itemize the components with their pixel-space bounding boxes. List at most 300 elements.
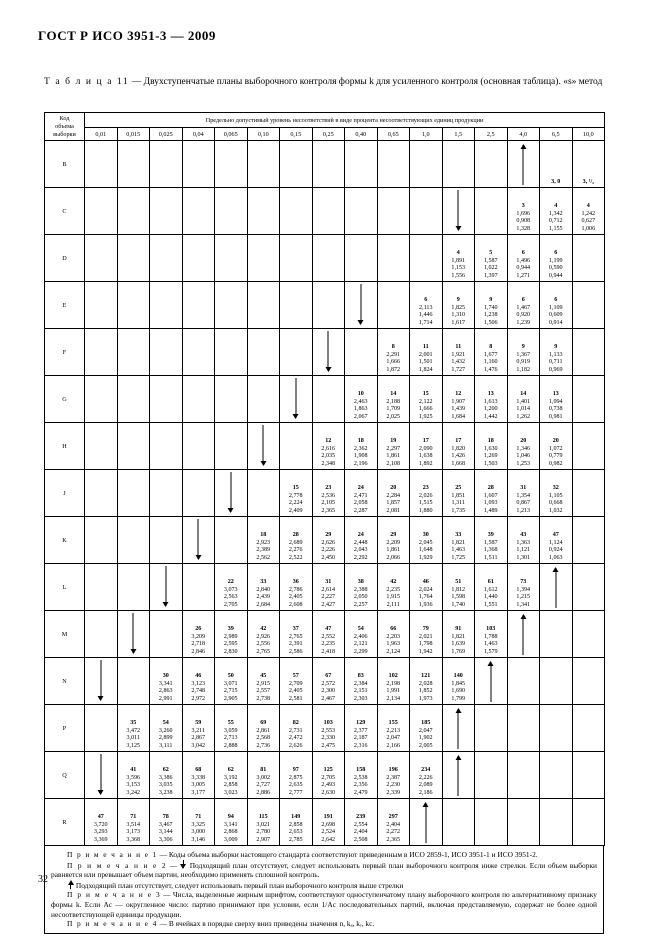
cell-P-2,5 xyxy=(475,705,508,752)
cell-content xyxy=(378,188,410,234)
cell-R-0,01 xyxy=(85,799,118,846)
cell-P-0,015 xyxy=(117,705,150,752)
note-3: П р и м е ч а н и е 3 — Числа, выделенные жирным шрифтом, соответствуют одноступенчатому плану выборочного контроля по альтернативному признаку формы k. Если Ac — округленное число: партию принимают при условии, если 1/Ac последовательных партий, включая представляемую, содержат не более одной несоответствующей единицы продукции. xyxy=(51,890,597,919)
cell-G-0,04 xyxy=(182,376,215,423)
cell-content xyxy=(215,282,247,328)
cell-values: 8 1,677 1,160 1,476 xyxy=(483,344,498,373)
cell-content xyxy=(410,564,442,610)
cell-values: 71 3,514 3,173 3,368 xyxy=(126,814,141,843)
cell-F-0,01 xyxy=(85,329,118,376)
cell-R-4,0 xyxy=(507,799,540,846)
cell-M-1,5 xyxy=(442,611,475,658)
cell-content xyxy=(573,235,605,281)
cell-Q-2,5 xyxy=(475,752,508,799)
cell-C-0,25 xyxy=(312,188,345,235)
cell-values: 31 2,614 2,227 2,427 xyxy=(321,579,336,608)
cell-K-0,40 xyxy=(345,517,378,564)
up-arrow-icon xyxy=(425,803,426,843)
header-aql-1: 0,015 xyxy=(117,128,150,141)
cell-content xyxy=(410,517,442,563)
cell-D-6,5 xyxy=(540,235,573,282)
cell-C-10,0 xyxy=(572,188,605,235)
cell-content xyxy=(183,705,215,751)
cell-values: 30 2,045 1,648 1,929 xyxy=(418,532,433,561)
cell-H-0,25 xyxy=(312,423,345,470)
cell-values: 14 2,188 1,709 2,025 xyxy=(386,391,401,420)
cell-B-0,25 xyxy=(312,141,345,188)
cell-N-0,025 xyxy=(150,658,183,705)
cell-values: 196 2,387 2,230 2,339 xyxy=(386,767,401,796)
cell-content xyxy=(150,235,182,281)
cell-D-0,15 xyxy=(280,235,313,282)
up-arrow-icon xyxy=(523,145,524,185)
cell-K-0,25 xyxy=(312,517,345,564)
cell-values: 6 1,109 0,609 0,914 xyxy=(548,297,563,326)
cell-G-0,01 xyxy=(85,376,118,423)
cell-values: 62 3,192 2,858 3,023 xyxy=(223,767,238,796)
cell-content xyxy=(85,470,117,516)
cell-content xyxy=(378,799,410,845)
cell-J-0,15 xyxy=(280,470,313,517)
table-row xyxy=(45,611,605,658)
cell-content xyxy=(215,799,247,845)
cell-values: 239 2,554 2,404 2,508 xyxy=(353,814,368,843)
cell-N-2,5 xyxy=(475,658,508,705)
row-code-K: K xyxy=(45,517,85,564)
cell-values: 81 3,002 2,727 2,886 xyxy=(256,767,271,796)
sampling-plan-table-wrap xyxy=(44,112,604,846)
cell-content xyxy=(280,470,312,516)
table-row xyxy=(45,470,605,517)
cell-M-0,10 xyxy=(247,611,280,658)
cell-content xyxy=(248,470,280,516)
cell-K-6,5 xyxy=(540,517,573,564)
cell-F-0,10 xyxy=(247,329,280,376)
cell-content xyxy=(280,188,312,234)
cell-content xyxy=(183,752,215,798)
cell-content xyxy=(410,188,442,234)
cell-values: 94 3,141 2,868 3,009 xyxy=(223,814,238,843)
cell-content xyxy=(475,141,507,187)
header-aql-10: 1,0 xyxy=(410,128,443,141)
cell-values: 297 2,404 2,272 2,365 xyxy=(386,814,401,843)
up-arrow-icon xyxy=(458,756,459,796)
cell-content xyxy=(183,799,215,845)
cell-content xyxy=(410,423,442,469)
cell-content xyxy=(540,705,572,751)
cell-Q-0,015 xyxy=(117,752,150,799)
table-caption-text: — Двухступенчатые планы выборочного контроля формы k для усиленного контроля (основная таблица). «s» метод xyxy=(131,77,603,87)
cell-content xyxy=(378,517,410,563)
cell-G-1,5 xyxy=(442,376,475,423)
cell-content xyxy=(345,423,377,469)
cell-P-0,10 xyxy=(247,705,280,752)
cell-Q-0,01 xyxy=(85,752,118,799)
cell-values: 45 2,915 2,557 2,738 xyxy=(256,673,271,702)
cell-content xyxy=(248,799,280,845)
cell-values: 19 2,297 1,861 2,108 xyxy=(386,438,401,467)
cell-content xyxy=(215,658,247,704)
cell-J-0,015 xyxy=(117,470,150,517)
cell-content xyxy=(85,705,117,751)
cell-J-6,5 xyxy=(540,470,573,517)
cell-content xyxy=(85,188,117,234)
cell-M-0,40 xyxy=(345,611,378,658)
cell-R-0,10 xyxy=(247,799,280,846)
table-row xyxy=(45,517,605,564)
cell-content xyxy=(150,564,182,610)
cell-values: 11 2,001 1,501 1,824 xyxy=(418,344,433,373)
cell-values: 66 2,203 1,963 2,124 xyxy=(386,626,401,655)
cell-Q-0,40 xyxy=(345,752,378,799)
cell-values: 28 2,689 2,276 2,522 xyxy=(288,532,303,561)
header-aql-2: 0,025 xyxy=(150,128,183,141)
cell-values: 15 2,122 1,666 1,925 xyxy=(418,391,433,420)
cell-F-0,25 xyxy=(312,329,345,376)
cell-L-0,04 xyxy=(182,564,215,611)
cell-F-0,65 xyxy=(377,329,410,376)
cell-H-0,065 xyxy=(215,423,248,470)
cell-content xyxy=(573,470,605,516)
cell-content xyxy=(85,282,117,328)
cell-values: 24 2,471 2,058 2,287 xyxy=(353,485,368,514)
cell-values: 121 2,028 1,852 1,973 xyxy=(418,673,433,702)
cell-content xyxy=(378,470,410,516)
cell-K-0,65 xyxy=(377,517,410,564)
cell-content xyxy=(183,329,215,375)
cell-L-0,01 xyxy=(85,564,118,611)
cell-values: 59 3,211 2,867 3,042 xyxy=(191,720,206,749)
cell-J-10,0 xyxy=(572,470,605,517)
cell-C-0,01 xyxy=(85,188,118,235)
cell-content xyxy=(313,470,345,516)
cell-C-0,10 xyxy=(247,188,280,235)
cell-content xyxy=(508,517,540,563)
cell-content xyxy=(150,376,182,422)
cell-content xyxy=(248,564,280,610)
cell-R-0,25 xyxy=(312,799,345,846)
down-arrow-icon xyxy=(328,331,329,371)
cell-content xyxy=(280,376,312,422)
cell-J-0,01 xyxy=(85,470,118,517)
cell-values: 32 1,105 0,668 1,032 xyxy=(548,485,563,514)
cell-G-6,5 xyxy=(540,376,573,423)
cell-values: 4 1,891 1,153 1,556 xyxy=(451,250,466,279)
cell-content xyxy=(410,141,442,187)
cell-content xyxy=(313,141,345,187)
cell-content xyxy=(215,235,247,281)
cell-L-1,5 xyxy=(442,564,475,611)
cell-E-0,025 xyxy=(150,282,183,329)
cell-F-10,0 xyxy=(572,329,605,376)
cell-content xyxy=(443,799,475,845)
cell-content xyxy=(313,376,345,422)
cell-L-0,40 xyxy=(345,564,378,611)
cell-content xyxy=(475,376,507,422)
cell-values: 10 2,463 1,863 2,067 xyxy=(353,391,368,420)
cell-values: 185 2,047 1,902 2,005 xyxy=(418,720,433,749)
cell-M-0,015 xyxy=(117,611,150,658)
cell-R-0,40 xyxy=(345,799,378,846)
cell-G-0,015 xyxy=(117,376,150,423)
cell-content xyxy=(475,235,507,281)
cell-E-0,10 xyxy=(247,282,280,329)
cell-content xyxy=(378,705,410,751)
cell-L-1,0 xyxy=(410,564,443,611)
cell-content xyxy=(248,282,280,328)
cell-content xyxy=(118,282,150,328)
cell-content xyxy=(410,658,442,704)
cell-content xyxy=(475,423,507,469)
cell-content xyxy=(118,376,150,422)
cell-values: 83 2,384 2,151 2,303 xyxy=(353,673,368,702)
cell-content xyxy=(150,423,182,469)
cell-content xyxy=(313,188,345,234)
cell-content xyxy=(118,658,150,704)
cell-N-0,065 xyxy=(215,658,248,705)
cell-K-0,01 xyxy=(85,517,118,564)
cell-C-0,65 xyxy=(377,188,410,235)
cell-content xyxy=(443,188,475,234)
cell-D-4,0 xyxy=(507,235,540,282)
cell-N-0,15 xyxy=(280,658,313,705)
header-aql-14: 6,5 xyxy=(540,128,573,141)
cell-B-0,025 xyxy=(150,141,183,188)
cell-C-0,025 xyxy=(150,188,183,235)
cell-values: 79 2,021 1,798 1,942 xyxy=(418,626,433,655)
cell-content xyxy=(540,188,572,234)
cell-content xyxy=(345,188,377,234)
cell-H-6,5 xyxy=(540,423,573,470)
page-number: 32 xyxy=(38,874,48,885)
cell-values: 12 1,907 1,439 1,684 xyxy=(451,391,466,420)
cell-content xyxy=(443,611,475,657)
header-aql-5: 0,10 xyxy=(247,128,280,141)
cell-content xyxy=(508,752,540,798)
cell-values: 129 2,377 2,187 2,316 xyxy=(353,720,368,749)
cell-content xyxy=(248,611,280,657)
row-code-R: R xyxy=(45,799,85,846)
cell-values: 6 1,467 0,920 1,239 xyxy=(516,297,531,326)
table-row xyxy=(45,188,605,235)
cell-content xyxy=(280,611,312,657)
cell-values: 50 3,071 2,715 2,905 xyxy=(223,673,238,702)
cell-J-0,025 xyxy=(150,470,183,517)
table-row xyxy=(45,329,605,376)
cell-C-0,04 xyxy=(182,188,215,235)
up-arrow-icon xyxy=(523,615,524,655)
cell-content xyxy=(118,235,150,281)
cell-content xyxy=(118,517,150,563)
cell-values: 82 2,731 2,472 2,626 xyxy=(288,720,303,749)
cell-content xyxy=(443,517,475,563)
cell-content xyxy=(183,282,215,328)
cell-Q-0,04 xyxy=(182,752,215,799)
down-arrow-icon xyxy=(198,519,199,559)
cell-content xyxy=(150,141,182,187)
cell-values: 115 3,021 2,780 2,907 xyxy=(256,814,271,843)
cell-values: 23 2,536 2,105 2,365 xyxy=(321,485,336,514)
cell-content xyxy=(378,423,410,469)
row-code-N: N xyxy=(45,658,85,705)
cell-E-1,5 xyxy=(442,282,475,329)
cell-content xyxy=(280,799,312,845)
cell-content xyxy=(573,705,605,751)
cell-content xyxy=(475,517,507,563)
cell-G-0,15 xyxy=(280,376,313,423)
cell-K-4,0 xyxy=(507,517,540,564)
table-row xyxy=(45,564,605,611)
cell-content xyxy=(85,611,117,657)
cell-content xyxy=(540,611,572,657)
cell-B-0,15 xyxy=(280,141,313,188)
cell-values: 54 2,406 2,121 2,299 xyxy=(353,626,368,655)
cell-J-0,10 xyxy=(247,470,280,517)
cell-B-0,04 xyxy=(182,141,215,188)
note-2-cont: Подходящий план отсутствует, следует использовать первый план выборочного контроля выше стрелки xyxy=(51,880,597,891)
cell-content xyxy=(118,141,150,187)
cell-F-2,5 xyxy=(475,329,508,376)
cell-content xyxy=(573,564,605,610)
cell-content xyxy=(313,705,345,751)
cell-G-0,40 xyxy=(345,376,378,423)
cell-content xyxy=(248,188,280,234)
cell-values: 37 2,765 2,391 2,586 xyxy=(288,626,303,655)
cell-values: 9 1,367 0,919 1,182 xyxy=(516,344,531,373)
down-arrow-icon xyxy=(295,378,296,418)
cell-H-10,0 xyxy=(572,423,605,470)
cell-content xyxy=(313,517,345,563)
table-row xyxy=(45,705,605,752)
header-aql-11: 1,5 xyxy=(442,128,475,141)
cell-content xyxy=(443,282,475,328)
cell-content xyxy=(215,517,247,563)
cell-content xyxy=(540,658,572,704)
cell-content xyxy=(573,799,605,845)
cell-K-1,0 xyxy=(410,517,443,564)
cell-R-1,0 xyxy=(410,799,443,846)
cell-content xyxy=(573,282,605,328)
cell-H-1,5 xyxy=(442,423,475,470)
cell-content xyxy=(443,141,475,187)
cell-R-10,0 xyxy=(572,799,605,846)
cell-content xyxy=(573,329,605,375)
header-aql-15: 10,0 xyxy=(572,128,605,141)
cell-Q-0,10 xyxy=(247,752,280,799)
cell-content xyxy=(248,658,280,704)
cell-values: 20 1,072 0,779 0,982 xyxy=(548,438,563,467)
table-row xyxy=(45,658,605,705)
cell-N-0,25 xyxy=(312,658,345,705)
cell-values: 158 2,538 2,356 2,479 xyxy=(353,767,368,796)
cell-values: 36 2,786 2,405 2,608 xyxy=(288,579,303,608)
cell-G-2,5 xyxy=(475,376,508,423)
cell-B-2,5 xyxy=(475,141,508,188)
cell-C-1,0 xyxy=(410,188,443,235)
cell-E-0,65 xyxy=(377,282,410,329)
row-code-J: J xyxy=(45,470,85,517)
cell-values: 13 1,613 1,200 1,442 xyxy=(483,391,498,420)
up-arrow-icon xyxy=(67,880,74,889)
cell-content xyxy=(345,376,377,422)
note-4: П р и м е ч а н и е 4 — В ячейках в порядке сверху вниз приведены значения n, kₐ, kᵣ, kc. xyxy=(67,919,375,929)
table-row xyxy=(45,752,605,799)
cell-content xyxy=(508,423,540,469)
cell-values: 29 2,626 2,226 2,450 xyxy=(321,532,336,561)
cell-M-0,65 xyxy=(377,611,410,658)
cell-Q-4,0 xyxy=(507,752,540,799)
cell-R-0,065 xyxy=(215,799,248,846)
cell-content xyxy=(345,329,377,375)
cell-R-0,015 xyxy=(117,799,150,846)
cell-values: 42 2,926 2,556 2,765 xyxy=(256,626,271,655)
cell-C-0,065 xyxy=(215,188,248,235)
cell-J-2,5 xyxy=(475,470,508,517)
cell-content xyxy=(150,282,182,328)
cell-content xyxy=(345,470,377,516)
cell-J-4,0 xyxy=(507,470,540,517)
cell-Q-0,15 xyxy=(280,752,313,799)
down-arrow-icon xyxy=(263,425,264,465)
header-aql-3: 0,04 xyxy=(182,128,215,141)
cell-content xyxy=(475,611,507,657)
cell-L-0,10 xyxy=(247,564,280,611)
cell-F-1,5 xyxy=(442,329,475,376)
cell-B-0,40 xyxy=(345,141,378,188)
cell-content xyxy=(443,658,475,704)
cell-content xyxy=(508,188,540,234)
cell-L-0,15 xyxy=(280,564,313,611)
cell-content xyxy=(540,564,572,610)
cell-content xyxy=(475,329,507,375)
cell-M-0,15 xyxy=(280,611,313,658)
cell-content xyxy=(183,141,215,187)
cell-M-0,25 xyxy=(312,611,345,658)
cell-values: 3, ¹/₂ xyxy=(582,178,595,185)
row-code-L: L xyxy=(45,564,85,611)
cell-content xyxy=(248,329,280,375)
cell-P-0,25 xyxy=(312,705,345,752)
cell-Q-0,65 xyxy=(377,752,410,799)
cell-G-1,0 xyxy=(410,376,443,423)
cell-G-0,25 xyxy=(312,376,345,423)
cell-content xyxy=(378,564,410,610)
cell-content xyxy=(248,141,280,187)
cell-content xyxy=(378,752,410,798)
cell-values: 14 1,401 1,014 1,262 xyxy=(516,391,531,420)
cell-content xyxy=(540,517,572,563)
cell-content xyxy=(378,329,410,375)
cell-content xyxy=(118,611,150,657)
cell-P-0,15 xyxy=(280,705,313,752)
table-caption-prefix: Т а б л и ц а 11 xyxy=(44,77,130,87)
cell-J-0,04 xyxy=(182,470,215,517)
cell-Q-0,25 xyxy=(312,752,345,799)
cell-content xyxy=(85,658,117,704)
cell-content xyxy=(85,564,117,610)
cell-content xyxy=(443,329,475,375)
cell-M-0,04 xyxy=(182,611,215,658)
cell-content xyxy=(85,752,117,798)
note-2: П р и м е ч а н и е 2 — Подходящий план отсутствует, следует использовать первый план выборочного контроля ниже стрелки. Если объем выборки равняется или превышает объем партии, необходимо применять сплошной контроль. xyxy=(51,860,597,880)
cell-P-0,01 xyxy=(85,705,118,752)
cell-content xyxy=(118,188,150,234)
cell-N-0,65 xyxy=(377,658,410,705)
cell-J-0,65 xyxy=(377,470,410,517)
cell-E-6,5 xyxy=(540,282,573,329)
cell-content xyxy=(248,517,280,563)
cell-K-0,15 xyxy=(280,517,313,564)
